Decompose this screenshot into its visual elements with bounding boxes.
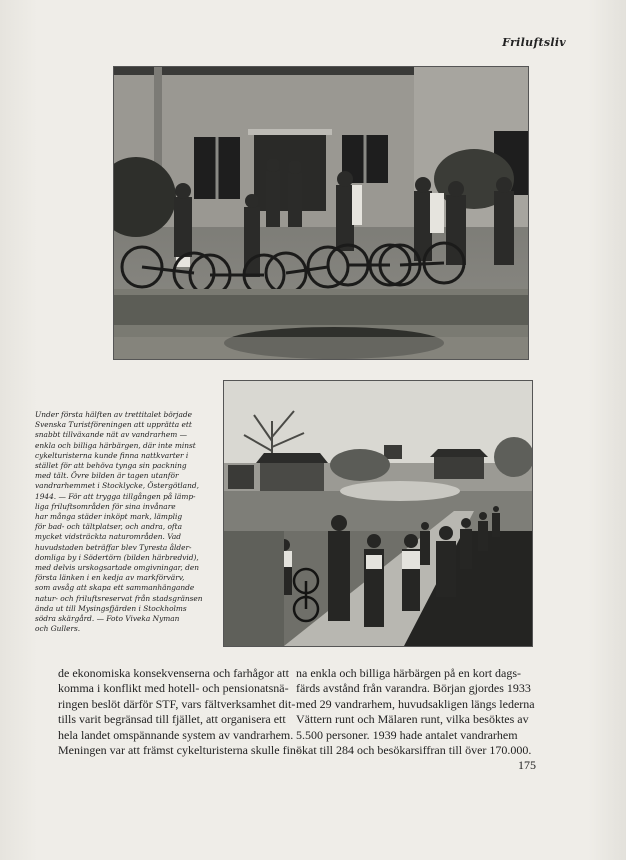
caption-line: enkla och billiga härbärgen, där inte minst	[35, 440, 196, 450]
body-line: de ekonomiska konsekvenserna och farhågor att	[58, 666, 289, 680]
body-column-left	[58, 666, 300, 758]
caption-line: Svenska Turistföreningen att upprätta ett	[35, 420, 192, 430]
caption-line: liga friluftsområden för sina invånare	[35, 501, 176, 511]
caption-line: ända ut till Mysingsfjärden i Stockholms	[35, 603, 187, 613]
body-line: ringen beslöt därför STF, vars fältverksamhet dit-	[58, 696, 296, 711]
body-line: Meningen var att främst cykelturisterna skulle fin-	[58, 743, 300, 758]
body-line: hela landet omspännande system av vandrarhem.	[58, 727, 294, 742]
caption-line: Under första hälften av trettitalet började	[35, 410, 192, 419]
caption-line: som avsåg att skapa ett sammanhängande	[35, 583, 195, 593]
caption-line: har många städer inköpt mark, lämplig	[35, 512, 183, 522]
body-line: komma i konflikt med hotell- och pensionatsnä-	[58, 681, 289, 696]
caption-line: vandrarhemmet i Stocklycke, Östergötland,	[35, 481, 199, 491]
caption-line: huvudstaden beträffar blev Tyresta ålder-	[35, 542, 192, 552]
body-line: na enkla och billiga härbärgen på en kort dags-	[296, 666, 522, 680]
caption-line: cykelturisterna kunde finna nattkvarter i	[35, 450, 189, 460]
body-column-right	[296, 666, 535, 758]
caption-line: för bad- och tältplatser, och andra, ofta	[35, 522, 183, 532]
caption-line: med tält. Övre bilden är tagen utanför	[35, 471, 179, 481]
page-number: 175	[518, 758, 536, 772]
body-line: ökat till 284 och besökarsiffran till över 170.000.	[296, 743, 532, 758]
body-line: med 29 vandrarhem, huvudsakligen längs lederna	[296, 696, 535, 711]
body-line: tills varit begränsad till fjället, att organisera ett	[58, 712, 286, 727]
caption-line: och Gullers.	[35, 624, 81, 634]
photo-hostel-cyclists	[113, 66, 529, 360]
caption-line: domliga by i Södertörn (bilden härbredvid),	[35, 552, 199, 562]
caption-line: södra skärgård. — Foto Viveka Nyman	[35, 614, 180, 624]
photo-caption	[35, 410, 207, 634]
caption-line: med delvis urskogsartade omgivningar, den	[35, 563, 199, 573]
section-header: Friluftsliv	[502, 36, 566, 49]
body-line: 5.500 personer. 1939 hade antalet vandrarhem	[296, 727, 518, 742]
body-line: Vättern runt och Mälaren runt, vilka besöktes av	[296, 712, 529, 727]
caption-line: 1944. — För att trygga tillgången på lämp-	[35, 491, 196, 501]
caption-line: mycket vidsträckta naturområden. Vad	[35, 532, 181, 542]
caption-line: natur- och friluftsreservat från stadsgränsen	[35, 593, 203, 603]
photo-tyresta-hikers	[223, 380, 533, 647]
caption-line: första länken i en kedja av markförvärv,	[35, 573, 185, 583]
body-line: färds avstånd från varandra. Början gjordes 1933	[296, 681, 531, 696]
caption-line: stället för att behöva tynga sin packning	[35, 461, 187, 471]
caption-line: snabbt tillväxande nät av vandrarhem —	[35, 430, 188, 440]
